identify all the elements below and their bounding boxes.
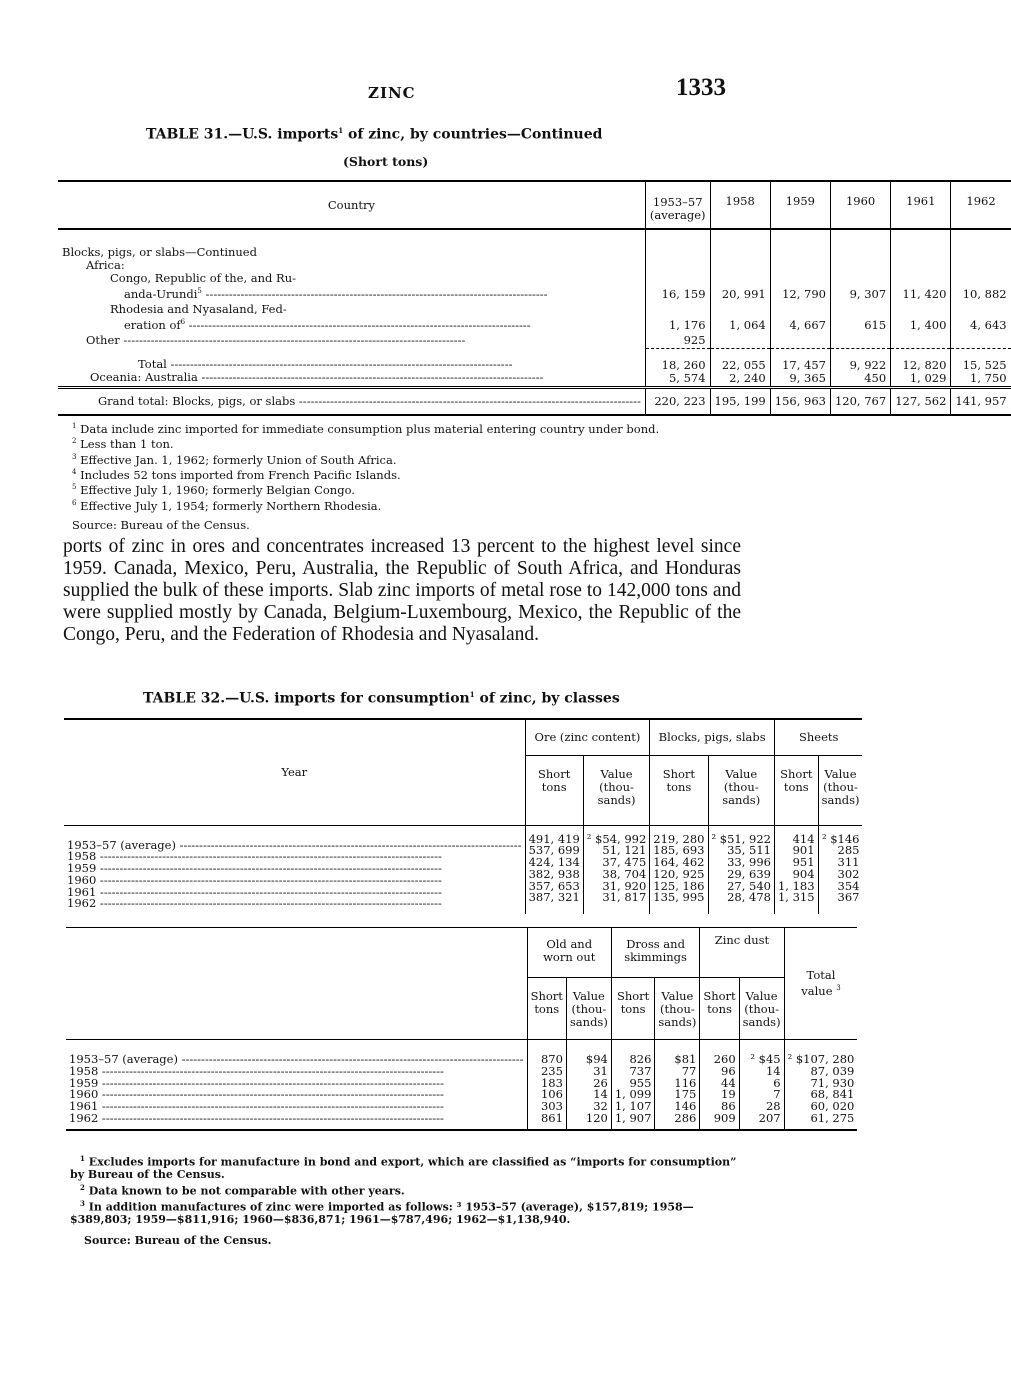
- dross-value-cell: 146: [674, 1099, 697, 1114]
- total-value-column: [784, 1040, 857, 1130]
- year-labels: [64, 825, 525, 914]
- congo-cell: 10, 882: [951, 229, 1011, 302]
- table31-title-text: TABLE 31.—U.S. imports: [146, 126, 339, 143]
- col-value-line2: (thou-: [599, 779, 634, 794]
- year-label: [67, 898, 522, 910]
- year-label-text: 1953–57 (average): [69, 1052, 178, 1066]
- rhodesia-cell: 615: [830, 302, 890, 333]
- col-value-line3: sands): [722, 792, 761, 807]
- total-cell: 15, 525: [962, 357, 1007, 372]
- ore-tons-cell: 382, 938: [528, 866, 580, 881]
- total-cell: 18, 260: [661, 357, 706, 372]
- footnote-text: Effective Jan. 1, 1962; formerly Union of South Africa.: [80, 452, 397, 467]
- blocks-value-cell: ² $51, 922: [711, 831, 771, 846]
- dross-tons-cell: 1, 107: [614, 1099, 652, 1114]
- footnote-text: Effective July 1, 1960; formerly Belgian Congo.: [80, 483, 355, 498]
- footnote-text: Includes 52 tons imported from French Pacific Islands.: [80, 467, 401, 482]
- grand-total-label: [58, 387, 645, 415]
- group-dross-line1: Dross and: [626, 937, 685, 951]
- grand-total-cell: 141, 957: [951, 387, 1011, 415]
- year-label-text: 1958: [67, 849, 97, 864]
- dross-value-cell: 77: [681, 1063, 697, 1078]
- total-cell: 22, 055: [721, 357, 766, 372]
- grand-total-cell: 195, 199: [710, 387, 770, 415]
- section-label: Blocks, pigs, or slabs—Continued: [62, 245, 257, 259]
- col-short-line1: Short: [538, 766, 571, 781]
- footnote-text: Effective July 1, 1954; formerly Northern Rhodesia.: [80, 498, 382, 513]
- congo-cell: 16, 159: [645, 229, 710, 302]
- year-labels: [66, 1040, 527, 1130]
- col-value-line2: (thou-: [723, 779, 759, 794]
- oceania-cell: 2, 240: [729, 370, 766, 385]
- col-short-line1: Short: [662, 766, 696, 781]
- col-short-tons: [700, 978, 739, 1040]
- table31-footnotes: [72, 420, 732, 531]
- total-oceania-cell: [891, 348, 951, 387]
- ore-value-cell: 31, 920: [602, 878, 647, 893]
- col-value: [739, 978, 784, 1040]
- total-cell: 9, 922: [849, 357, 887, 372]
- grand-total-cell: 127, 562: [891, 387, 951, 415]
- footnote-number: 3: [80, 1198, 85, 1208]
- col-value-line2: (thou-: [823, 779, 858, 794]
- col-total-value: [784, 928, 857, 1040]
- year-label-text: 1959: [67, 861, 97, 876]
- dust-tons-column: [700, 1040, 739, 1130]
- table31-title: [146, 126, 602, 143]
- sheets-value-cell: 311: [837, 855, 860, 870]
- col-avg-line1: 1953–57: [652, 195, 703, 209]
- col-value: [583, 755, 649, 825]
- col-short-line2: tons: [783, 779, 809, 794]
- footnote: [72, 466, 732, 481]
- congo-label-text: anda-Urundi: [124, 286, 198, 301]
- blocks-tons-cell: 219, 280: [653, 831, 705, 846]
- footnote-number: 6: [72, 498, 77, 507]
- total-row-label: [58, 348, 645, 387]
- old-tons-cell: 183: [540, 1075, 563, 1090]
- year-label-text: 1953–57 (average): [67, 837, 176, 852]
- blocks-tons-cell: 164, 462: [653, 855, 705, 870]
- table31: [58, 180, 1011, 416]
- table31-subtitle: (Short tons): [343, 154, 429, 169]
- congo-cell: 9, 307: [830, 229, 890, 302]
- blocks-tons-cell: 135, 995: [653, 890, 705, 905]
- table31-title-footnote-ref: 1: [338, 126, 344, 135]
- col-short-line1: Short: [703, 989, 736, 1003]
- total-value-cell: 68, 841: [810, 1087, 855, 1102]
- dust-value-cell: 207: [758, 1110, 781, 1125]
- footnote-text: Data include zinc imported for immediate consumption plus material entering country under bond.: [80, 421, 660, 436]
- dross-value-cell: 286: [674, 1110, 697, 1125]
- table32-upper: [64, 718, 862, 914]
- total-value-cell: 87, 039: [810, 1063, 855, 1078]
- table32-title-footnote-ref: 1: [469, 690, 475, 699]
- col-1961: 1961: [891, 181, 951, 229]
- footnote-text: Excludes imports for manufacture in bond and export, which are classified as “imports for consumption” by Bureau of the Census.: [70, 1155, 737, 1182]
- col-value-line2: (thou-: [571, 1002, 607, 1016]
- other-label: [58, 333, 645, 349]
- total-oceania-cell: [770, 348, 830, 387]
- dust-tons-cell: 96: [721, 1063, 736, 1078]
- table32-title-text-end: of zinc, by classes: [474, 690, 620, 707]
- blocks-tons-column: [650, 825, 708, 914]
- dust-value-cell: 28: [765, 1099, 781, 1114]
- rhodesia-cell: 4, 643: [951, 302, 1011, 333]
- footnote-text: In addition manufactures of zinc were imported as follows: ³ 1953–57 (average), $157,819; 1958—$389,803; 1959—$811,916; 1960—$836,871; 1961—$787,496; 1962—$1,138,940.: [70, 1200, 694, 1226]
- congo-label-2: [62, 285, 641, 301]
- footnote-number: 2: [72, 437, 77, 446]
- sheets-tons-column: [774, 825, 818, 914]
- blocks-value-column: [708, 825, 774, 914]
- other-cell: [770, 333, 830, 349]
- dust-tons-cell: 19: [721, 1087, 736, 1102]
- sheets-value-cell: ² $146: [821, 831, 860, 846]
- sheets-tons-cell: 1, 315: [777, 890, 815, 905]
- dust-value-cell: 14: [765, 1063, 781, 1078]
- old-tons-cell: 861: [540, 1110, 563, 1125]
- oceania-label-text: Oceania: Australia: [90, 370, 198, 385]
- old-value-cell: 14: [593, 1087, 608, 1102]
- col-value: [708, 755, 774, 825]
- total-oceania-cell: [710, 348, 770, 387]
- dross-value-cell: 116: [674, 1075, 697, 1090]
- col-1962: 1962: [951, 181, 1011, 229]
- dross-tons-cell: 737: [629, 1063, 652, 1078]
- table32-source: Source: Bureau of the Census.: [84, 1234, 272, 1248]
- year-label-text: 1960: [67, 872, 97, 887]
- footnote-number: 1: [80, 1154, 85, 1163]
- footnote: [72, 481, 732, 496]
- blocks-value-cell: 35, 511: [727, 843, 771, 858]
- ore-tons-cell: 387, 321: [528, 890, 580, 905]
- body-paragraph: ports of zinc in ores and concentrates increased 13 percent to the highest level since 1959. Canada, Mexico, Peru, Australia, the Republic of South Africa, and Honduras supplied the bulk of these imports. Slab zinc imports of metal rose to 142,000 tons and were supplied mostly by Canada, Belgium-Luxembourg, Mexico, the Republic of the Congo, Peru, and the Federation of Rhodesia and Nyasaland.: [63, 536, 741, 645]
- col-value: [655, 978, 700, 1040]
- total-value-cell: 60, 020: [810, 1099, 855, 1114]
- blocks-tons-cell: 185, 693: [653, 843, 705, 858]
- grand-total-label-text: Grand total: Blocks, pigs, or slabs: [98, 393, 296, 408]
- total-line2: value: [801, 983, 833, 998]
- dust-tons-cell: 86: [721, 1099, 736, 1114]
- year-label-text: 1962: [69, 1110, 99, 1125]
- dust-tons-cell: 260: [713, 1052, 736, 1066]
- dross-tons-cell: 826: [629, 1052, 652, 1066]
- sheets-value-cell: 302: [837, 866, 860, 881]
- oceania-cell: 1, 750: [970, 370, 1007, 385]
- rhodesia-cell: 1, 176: [645, 302, 710, 333]
- sheets-tons-cell: 904: [792, 866, 815, 881]
- rhodesia-cell: 4, 667: [770, 302, 830, 333]
- row-section: [58, 229, 645, 302]
- oceania-cell: 1, 029: [909, 370, 947, 385]
- rhodesia-cell: 1, 064: [710, 302, 770, 333]
- table32-footnotes: [70, 1153, 746, 1248]
- table32-title-text: TABLE 32.—U.S. imports for consumption: [143, 690, 470, 707]
- year-label-text: 1959: [69, 1075, 99, 1090]
- old-value-column: [566, 1040, 611, 1130]
- old-value-cell: $94: [585, 1052, 608, 1066]
- grand-total-cell: 156, 963: [770, 387, 830, 415]
- blank-header: [66, 928, 527, 1040]
- footnote-number: 5: [72, 483, 77, 492]
- table31-title-text-end: of zinc, by countries—Continued: [343, 126, 603, 143]
- footnote: [70, 1153, 746, 1182]
- col-value-line3: sands): [658, 1015, 697, 1029]
- rhodesia-label-2: [62, 316, 641, 332]
- col-value-line2: (thou-: [660, 1002, 695, 1016]
- dust-value-cell: ² $45: [750, 1052, 781, 1066]
- sheets-value-cell: 367: [837, 890, 860, 905]
- old-tons-cell: 235: [540, 1063, 563, 1078]
- dust-value-cell: 7: [773, 1087, 781, 1102]
- sheets-tons-cell: 414: [792, 831, 815, 846]
- col-1953-57: [645, 181, 710, 229]
- col-value-line1: Value: [661, 989, 694, 1003]
- other-cell: [951, 333, 1011, 349]
- col-value-line1: Value: [725, 766, 758, 781]
- dust-tons-cell: 44: [721, 1075, 736, 1090]
- year-label-text: 1961: [69, 1099, 99, 1114]
- blocks-tons-cell: 120, 925: [653, 866, 705, 881]
- footnote: [72, 435, 732, 450]
- col-value-line1: Value: [745, 989, 778, 1003]
- sheets-tons-cell: 901: [792, 843, 815, 858]
- total-line1: Total: [806, 968, 836, 983]
- old-tons-column: [527, 1040, 566, 1130]
- ore-value-cell: ² $54, 992: [586, 831, 647, 846]
- col-short-line2: tons: [541, 779, 567, 794]
- col-short-tons: [525, 755, 583, 825]
- sheets-value-cell: 285: [837, 843, 860, 858]
- old-value-cell: 26: [593, 1075, 608, 1090]
- ore-tons-cell: 357, 653: [528, 878, 580, 893]
- col-value: [566, 978, 611, 1040]
- dross-value-column: [655, 1040, 700, 1130]
- old-value-cell: 120: [585, 1110, 608, 1125]
- dross-tons-cell: 955: [629, 1075, 652, 1090]
- col-short-line1: Short: [780, 766, 813, 781]
- col-value-line1: Value: [824, 766, 857, 781]
- table31-source: Source: Bureau of the Census.: [72, 517, 250, 532]
- blocks-tons-cell: 125, 186: [653, 878, 705, 893]
- col-short-line1: Short: [530, 989, 563, 1003]
- old-tons-cell: 106: [540, 1087, 563, 1102]
- total-oceania-cell: [645, 348, 710, 387]
- group-dross-line2: skimmings: [624, 950, 687, 964]
- ore-value-cell: 38, 704: [602, 866, 647, 881]
- table32-title: [143, 690, 620, 707]
- old-tons-cell: 870: [540, 1052, 563, 1066]
- ore-value-cell: 51, 121: [602, 843, 647, 858]
- footnote-number: 4: [72, 467, 77, 476]
- dust-tons-cell: 909: [713, 1110, 736, 1125]
- old-value-cell: 32: [593, 1099, 608, 1114]
- col-value-line3: sands): [597, 792, 636, 807]
- ore-value-cell: 37, 475: [602, 855, 647, 870]
- blocks-value-cell: 33, 996: [727, 855, 771, 870]
- group-dross: [611, 928, 700, 978]
- col-value-line3: sands): [569, 1015, 608, 1029]
- group-dust: Zinc dust: [700, 928, 784, 978]
- col-value-line1: Value: [572, 989, 605, 1003]
- col-avg-line2: (average): [649, 208, 706, 222]
- col-year: Year: [281, 765, 308, 780]
- region-label: Africa:: [86, 258, 125, 272]
- dross-value-cell: 175: [674, 1087, 697, 1102]
- footnote-text: Data known to be not comparable with other years.: [88, 1184, 405, 1198]
- group-old: Old and worn out: [527, 928, 611, 978]
- ore-value-column: [583, 825, 649, 914]
- blocks-value-cell: 27, 540: [727, 878, 771, 893]
- total-footnote-ref: 3: [836, 984, 841, 993]
- year-label-text: 1962: [67, 896, 97, 911]
- ore-value-cell: 31, 817: [602, 890, 647, 905]
- group-blocks: Blocks, pigs, slabs: [650, 719, 775, 755]
- rhodesia-label-text: eration of: [124, 317, 181, 332]
- col-short-line2: tons: [534, 1002, 560, 1016]
- col-country: Country: [327, 198, 376, 212]
- other-cell: [891, 333, 951, 349]
- footnote-number: 1: [72, 422, 77, 430]
- group-ore: Ore (zinc content): [525, 719, 650, 755]
- year-label-text: 1961: [67, 884, 97, 899]
- congo-cell: 20, 991: [710, 229, 770, 302]
- col-short-tons: [611, 978, 655, 1040]
- oceania-label: [62, 371, 641, 384]
- dross-tons-column: [611, 1040, 655, 1130]
- col-short-line2: tons: [707, 1002, 732, 1016]
- col-short-tons: [650, 755, 708, 825]
- other-cell: [830, 333, 890, 349]
- congo-footnote-ref: 5: [197, 287, 202, 295]
- dross-value-cell: $81: [674, 1052, 697, 1066]
- dross-tons-cell: 1, 099: [614, 1087, 652, 1102]
- sheets-value-column: [818, 825, 862, 914]
- total-cell: 12, 820: [902, 357, 947, 372]
- total-value-cell: 71, 930: [810, 1075, 855, 1090]
- footnote: [70, 1182, 746, 1198]
- rhodesia-footnote-ref: 6: [180, 317, 186, 326]
- other-cell: 925: [645, 333, 710, 349]
- dust-value-column: [739, 1040, 784, 1130]
- oceania-cell: 5, 574: [668, 370, 706, 385]
- old-value-cell: 31: [593, 1063, 608, 1078]
- grand-total-cell: 220, 223: [645, 387, 710, 415]
- year-label: [69, 1110, 524, 1125]
- sheets-tons-cell: 951: [792, 855, 815, 870]
- total-label-text: Total: [138, 357, 167, 372]
- total-oceania-cell: [830, 348, 890, 387]
- col-1958: 1958: [710, 181, 770, 229]
- running-head: ZINC: [368, 84, 416, 102]
- other-cell: [710, 333, 770, 349]
- year-label-text: 1960: [69, 1087, 99, 1102]
- rhodesia-label: Rhodesia and Nyasaland, Fed-: [110, 301, 287, 316]
- group-sheets: Sheets: [774, 719, 862, 755]
- footnote-number: 3: [72, 452, 77, 461]
- col-value-line1: Value: [600, 766, 633, 781]
- col-value-line3: sands): [742, 1015, 781, 1029]
- footnote: [72, 451, 732, 466]
- col-1960: 1960: [830, 181, 890, 229]
- congo-cell: 11, 420: [891, 229, 951, 302]
- footnote-number: 2: [80, 1182, 85, 1192]
- row-rhodesia: [58, 302, 645, 333]
- dross-tons-cell: 1, 907: [614, 1110, 652, 1125]
- rhodesia-cell: 1, 400: [891, 302, 951, 333]
- sheets-value-cell: 354: [837, 878, 860, 893]
- year-label-text: 1958: [69, 1063, 99, 1078]
- col-value-line2: (thou-: [744, 1002, 779, 1016]
- blocks-value-cell: 29, 639: [727, 866, 771, 881]
- grand-total-cell: 120, 767: [830, 387, 890, 415]
- other-label-text: Other: [86, 332, 120, 347]
- ore-tons-cell: 424, 134: [528, 855, 580, 870]
- col-1959: 1959: [770, 181, 830, 229]
- col-short-line2: tons: [620, 1002, 646, 1016]
- footnote: [72, 497, 732, 512]
- dust-value-cell: 6: [773, 1075, 781, 1090]
- sheets-tons-cell: 1, 183: [777, 878, 815, 893]
- oceania-cell: 9, 365: [789, 370, 826, 385]
- footnote-text: Less than 1 ton.: [80, 437, 174, 452]
- total-value-cell: 61, 275: [810, 1110, 855, 1125]
- ore-tons-column: [525, 825, 583, 914]
- ore-tons-cell: 537, 699: [528, 843, 580, 858]
- col-short-tons: [774, 755, 818, 825]
- col-short-tons: [527, 978, 566, 1040]
- col-short-line2: tons: [666, 779, 692, 794]
- ore-tons-cell: 491, 419: [528, 831, 580, 846]
- col-value-line3: sands): [821, 792, 860, 807]
- page-number: 1333: [676, 74, 726, 101]
- col-value: [818, 755, 862, 825]
- total-value-cell: ² $107, 280: [787, 1052, 855, 1066]
- total-cell: 17, 457: [782, 357, 826, 372]
- blocks-value-cell: 28, 478: [727, 890, 771, 905]
- footnote: [72, 420, 732, 435]
- congo-cell: 12, 790: [770, 229, 830, 302]
- total-oceania-cell: [951, 348, 1011, 387]
- footnote: [70, 1198, 746, 1227]
- col-short-line1: Short: [616, 989, 650, 1003]
- congo-label: Congo, Republic of the, and Ru-: [110, 271, 296, 285]
- table32-lower: [66, 927, 857, 1131]
- oceania-cell: 450: [864, 370, 887, 385]
- old-tons-cell: 303: [540, 1099, 563, 1114]
